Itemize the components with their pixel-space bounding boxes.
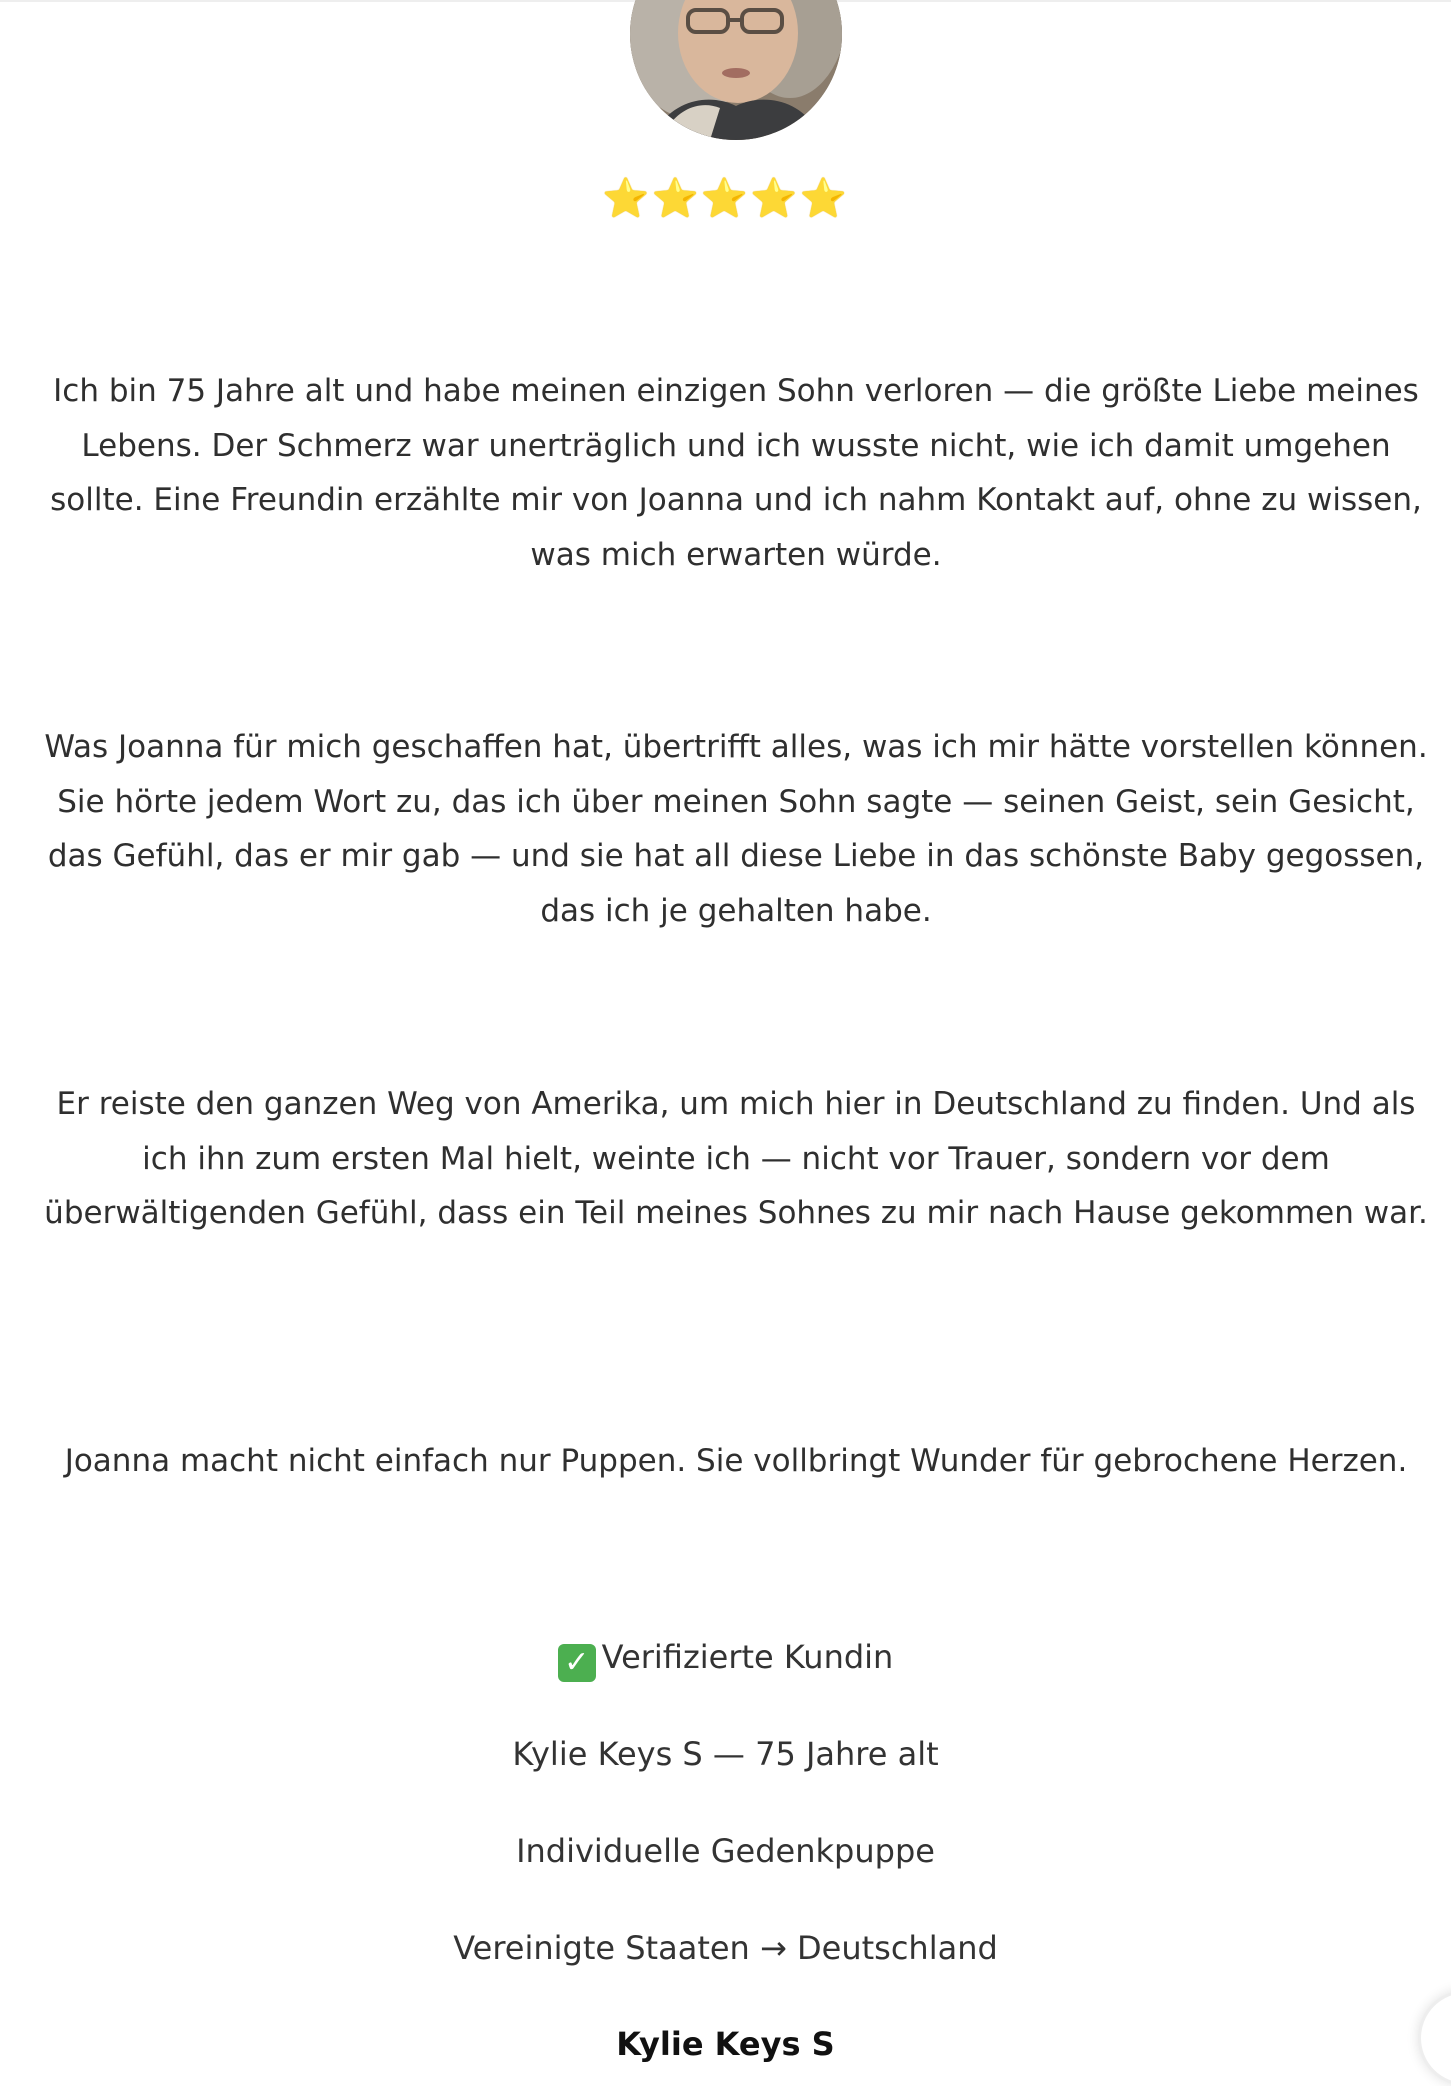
reviewer-line: Kylie Keys S — 75 Jahre alt bbox=[512, 1735, 939, 1773]
check-mark-icon: ✓ bbox=[558, 1644, 596, 1682]
review-paragraph-4: Joanna macht nicht einfach nur Puppen. Sie vollbringt Wunder für gebrochene Herzen. bbox=[64, 1443, 1408, 1479]
avatar-photo-icon bbox=[630, 0, 842, 140]
review-paragraph-3: Er reiste den ganzen Weg von Amerika, um mich hier in Deutschland zu finden. Und als ich ihn zum ersten Mal hielt, weinte ich — nicht vor Trauer, sondern vor dem überwältigenden Gefühl, dass ein Teil meines Sohnes zu mir nach Hause gekommen war. bbox=[44, 1086, 1428, 1231]
review-paragraph-1: Ich bin 75 Jahre alt und habe meinen einzigen Sohn verloren — die größte Liebe meines Lebens. Der Schmerz war unerträglich und ich wusste nicht, wie ich damit umgehen sollte. Eine Freundin erzählte mir von Joanna und ich nahm Kontakt auf, ohne zu wissen, was mich erwarten würde. bbox=[50, 373, 1422, 573]
reviewer-avatar bbox=[630, 0, 842, 140]
star-rating: ⭐⭐⭐⭐⭐ bbox=[602, 176, 849, 220]
floating-chat-button[interactable] bbox=[1418, 1990, 1451, 2086]
review-paragraph-2: Was Joanna für mich geschaffen hat, übertrifft alles, was ich mir hätte vorstellen können. Sie hörte jedem Wort zu, das ich über meinen Sohn sagte — seinen Geist, sein Gesicht, das Gefühl, das er mir gab — und sie hat all diese Liebe in das schönste Baby gegossen, das ich je gehalten habe. bbox=[44, 729, 1428, 929]
shipping-route: Vereinigte Staaten → Deutschland bbox=[453, 1929, 998, 1967]
verified-label: Verifizierte Kundin bbox=[601, 1638, 894, 1676]
author-name: Kylie Keys S bbox=[616, 2025, 835, 2063]
verified-badge bbox=[0, 1635, 1451, 1682]
product-name: Individuelle Gedenkpuppe bbox=[516, 1832, 935, 1870]
